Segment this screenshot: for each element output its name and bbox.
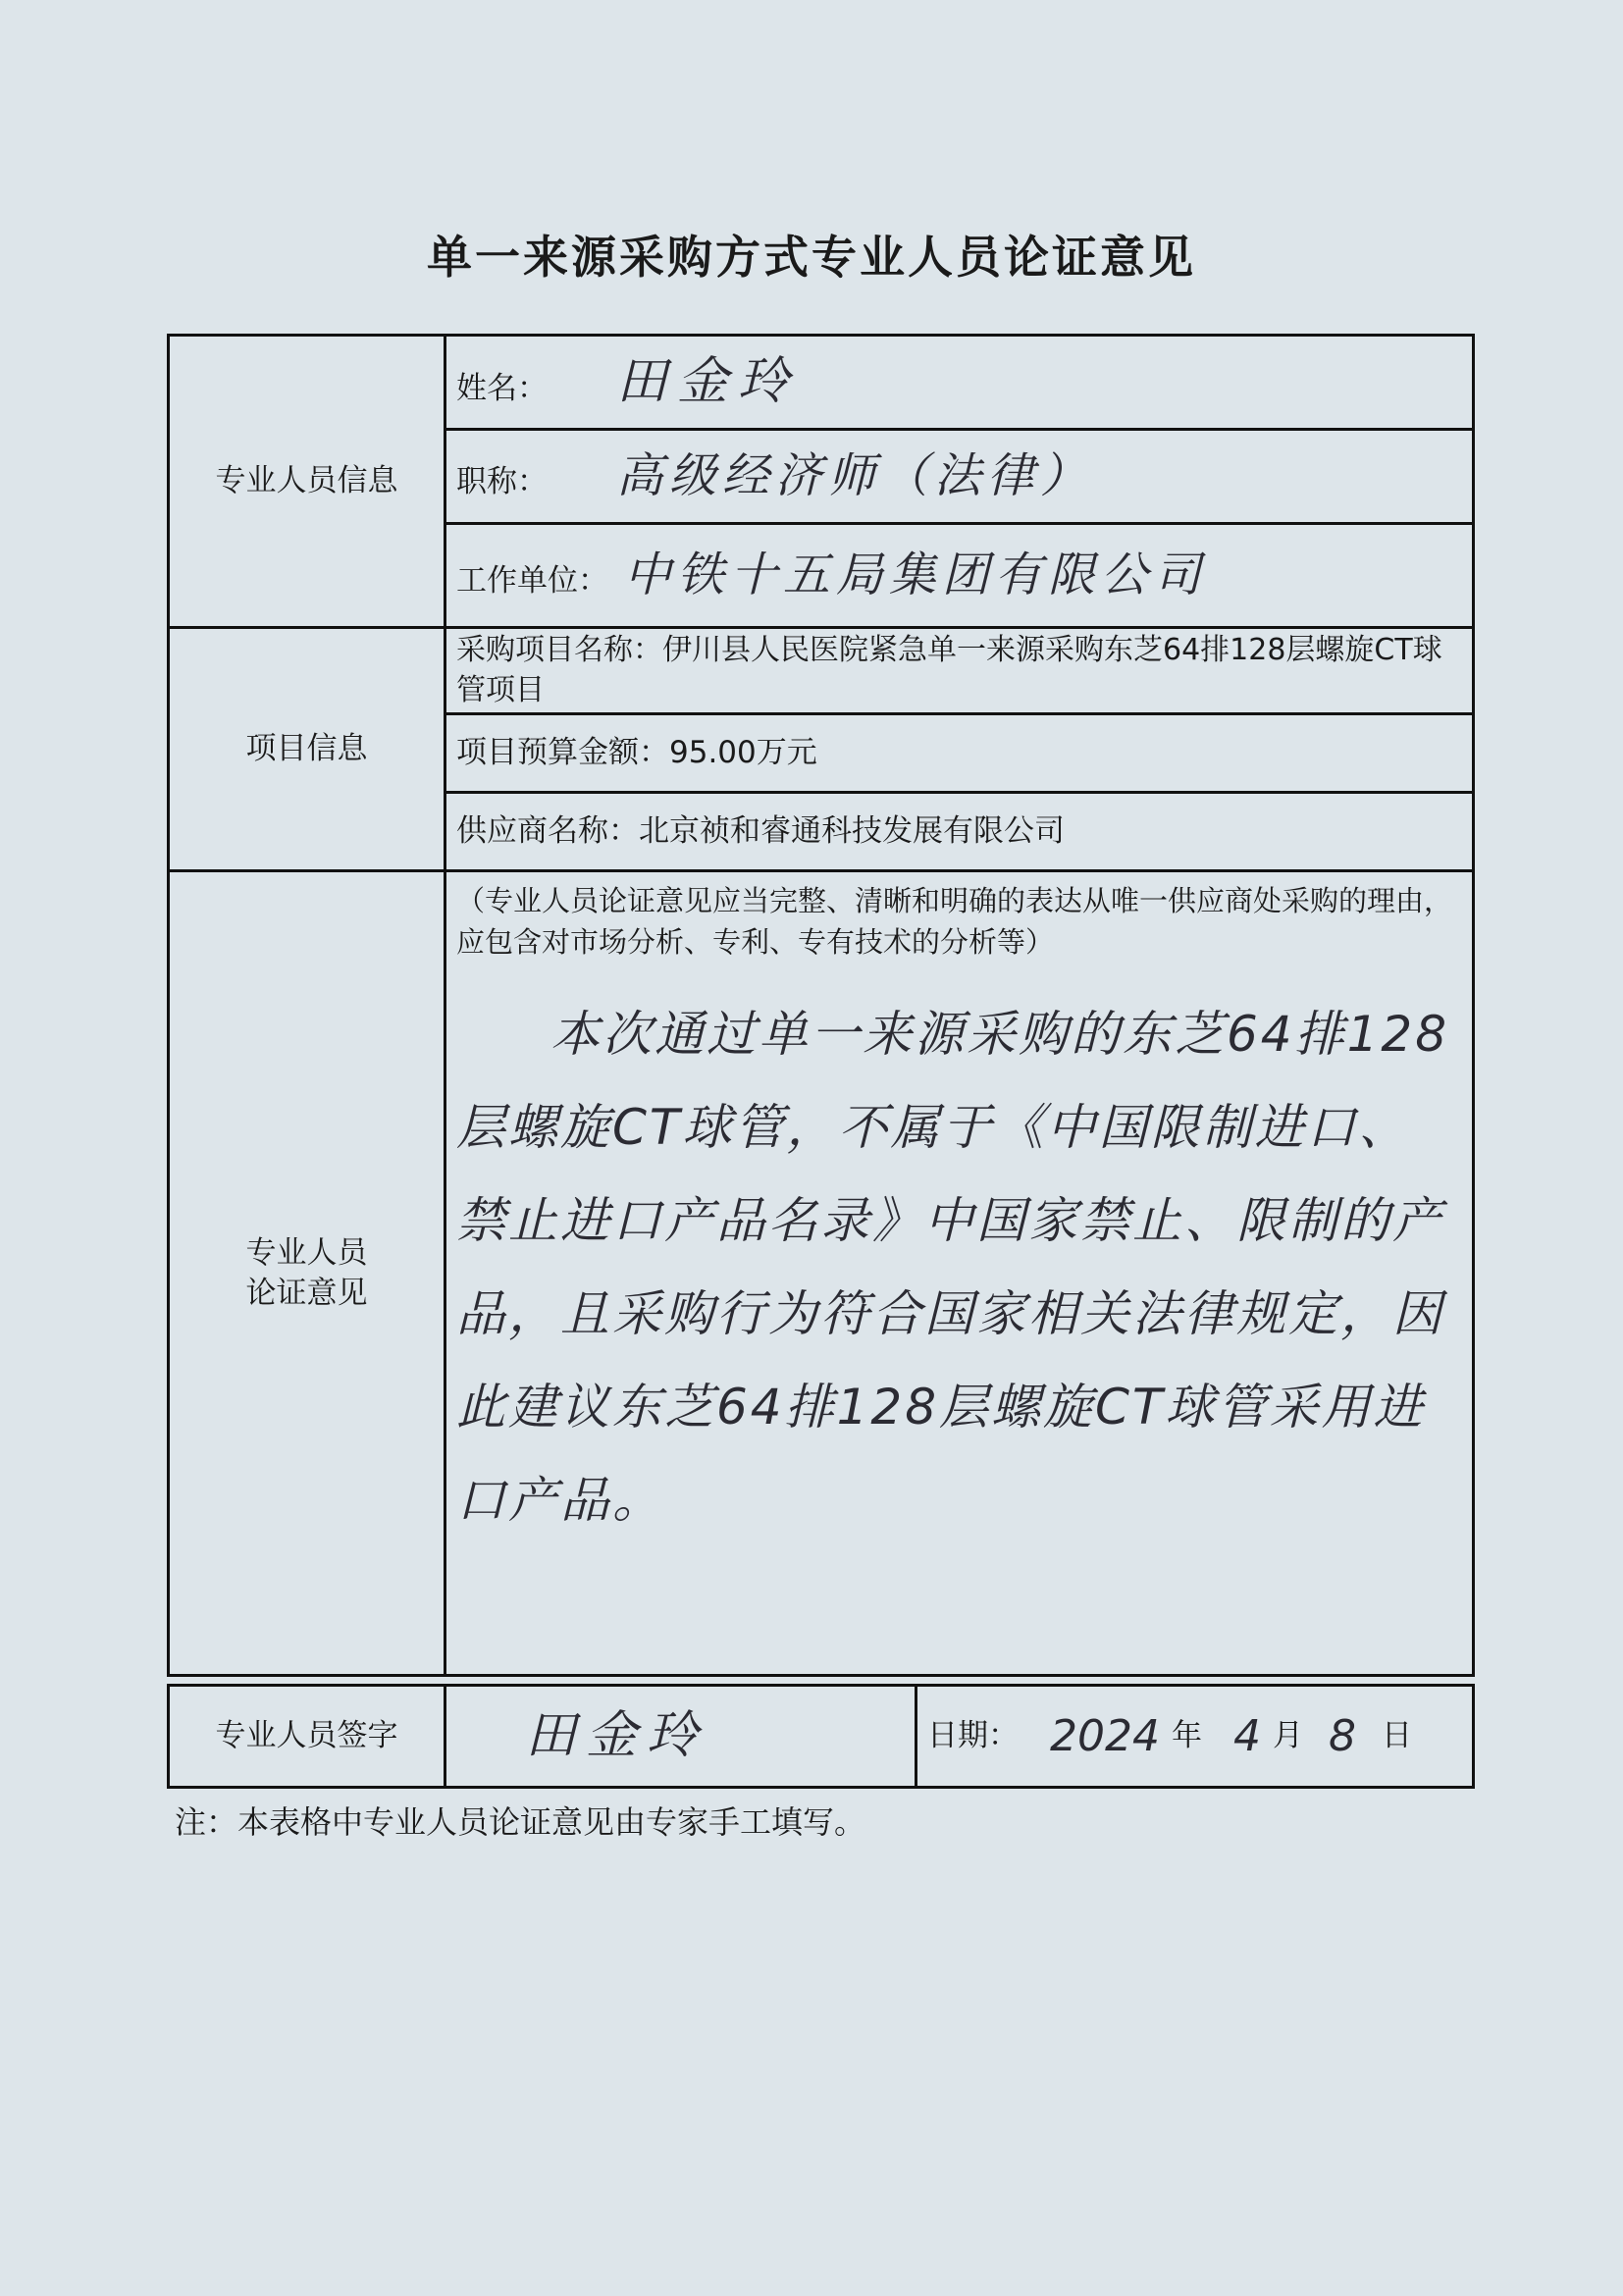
date-year-unit: 年: [1171, 1718, 1202, 1754]
employer-value: 中铁十五局集团有限公司: [623, 548, 1207, 603]
page-title: 单一来源采购方式专业人员论证意见: [427, 231, 1196, 284]
project-name-value: 伊川县人民医院紧急单一来源采购东芝64排128层螺旋CT球管项目: [456, 633, 1442, 707]
date-label: 日期：: [927, 1718, 1019, 1754]
signature-cell: [445, 1686, 916, 1788]
date-month-unit: 月: [1272, 1718, 1303, 1754]
name-label: 姓名：: [456, 370, 548, 406]
name-value: 田金玲: [615, 351, 799, 411]
opinion-form-table: [167, 334, 1475, 1677]
opinion-hint: （专业人员论证意见应当完整、清晰和明确的表达从唯一供应商处采购的理由，应包含对市场分析、专利、专有技术的分析等）: [456, 884, 1453, 960]
employer-cell: [445, 524, 1474, 628]
opinion-row: [169, 871, 1474, 1676]
title-value: 高级经济师（法律）: [615, 448, 1093, 504]
signature-row: [169, 1686, 1474, 1788]
opinion-section-label: 专业人员 论证意见: [169, 871, 445, 1676]
project-name-row: [169, 628, 1474, 714]
project-name-cell: [445, 628, 1474, 714]
signature-table: [167, 1684, 1475, 1789]
budget-label: 项目预算金额：: [456, 735, 669, 771]
title-cell: [445, 430, 1474, 524]
employer-label: 工作单位：: [456, 563, 608, 600]
signature-label: 专业人员签字: [169, 1686, 445, 1788]
opinion-text: 本次通过单一来源采购的东芝64排128层螺旋CT球管，不属于《中国限制进口、禁止进口产品名录》中国家禁止、限制的产品，且采购行为符合国家相关法律规定，因此建议东芝64排128层螺旋CT球管采用进口产品。: [456, 1006, 1450, 1530]
project-info-section-label: 项目信息: [169, 628, 445, 871]
expert-info-section-label: 专业人员信息: [169, 336, 445, 628]
date-cell: [916, 1686, 1474, 1788]
budget-value: 95.00万元: [669, 735, 817, 771]
name-cell: [445, 336, 1474, 430]
project-name-label: 采购项目名称：: [456, 633, 662, 667]
name-row: [169, 336, 1474, 430]
date-year: 2024: [1050, 1710, 1160, 1761]
date-day: 8: [1328, 1710, 1356, 1761]
opinion-cell: [445, 871, 1474, 1676]
budget-cell: [445, 714, 1474, 793]
signed-name: 田金玲: [525, 1705, 708, 1765]
supplier-cell: [445, 793, 1474, 871]
date-day-unit: 日: [1381, 1718, 1412, 1754]
title-label: 职称：: [456, 464, 548, 500]
footnote: 注：本表格中专业人员论证意见由专家手工填写。: [175, 1803, 866, 1841]
supplier-value: 北京祯和睿通科技发展有限公司: [639, 813, 1065, 850]
date-month: 4: [1232, 1710, 1261, 1761]
supplier-label: 供应商名称：: [456, 813, 639, 850]
